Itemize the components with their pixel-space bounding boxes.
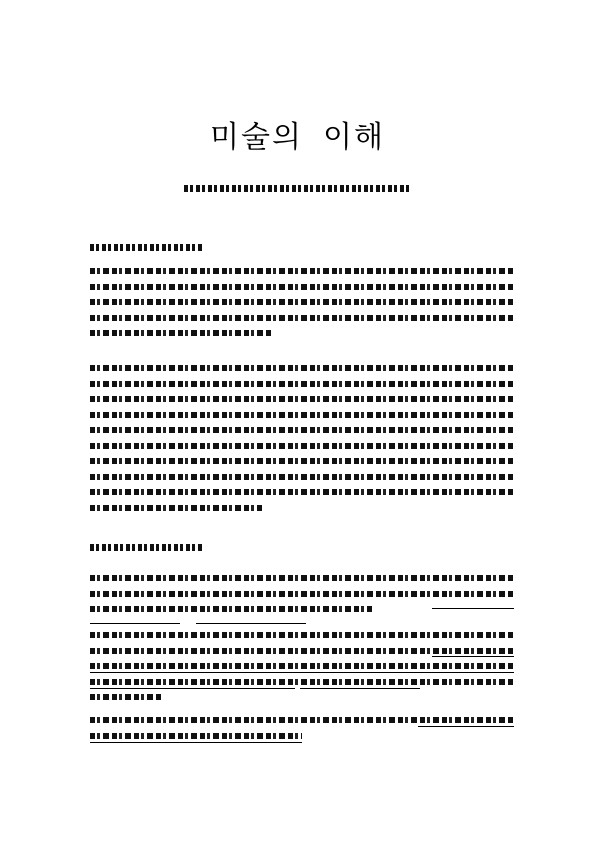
text-line <box>90 443 514 449</box>
text-line <box>90 284 514 290</box>
text-line <box>90 606 372 612</box>
text-line <box>90 632 514 638</box>
text-line <box>90 381 514 387</box>
text-line <box>90 365 514 371</box>
text-line <box>90 315 514 321</box>
text-line <box>90 694 162 700</box>
text-line <box>90 427 514 433</box>
text-line <box>90 591 514 597</box>
subtitle-text <box>184 185 412 192</box>
underline <box>432 608 514 609</box>
text-line <box>90 505 262 511</box>
text-line <box>90 663 514 669</box>
paragraph-5 <box>90 717 514 739</box>
text-line <box>90 330 272 336</box>
paragraph-3 <box>90 575 514 612</box>
paragraph-2 <box>90 365 514 511</box>
underline <box>90 672 514 673</box>
paragraph-4 <box>90 632 514 700</box>
text-line <box>90 733 302 739</box>
paragraph-1 <box>90 268 514 336</box>
text-line <box>90 412 514 418</box>
text-line <box>90 268 514 274</box>
underline <box>90 623 180 624</box>
underline <box>196 623 306 624</box>
text-line <box>90 648 514 654</box>
text-line <box>90 489 514 495</box>
underline <box>432 656 514 657</box>
text-line <box>90 575 514 581</box>
text-line <box>90 458 514 464</box>
text-line <box>90 299 514 305</box>
section-heading-2 <box>90 544 202 551</box>
underline <box>300 688 420 689</box>
underline <box>90 688 295 689</box>
text-line <box>90 474 514 480</box>
text-line <box>90 396 514 402</box>
underline <box>418 726 514 727</box>
document-title: 미술의 이해 <box>210 120 385 155</box>
underline <box>90 742 302 743</box>
text-line <box>90 679 514 685</box>
text-line <box>90 717 514 723</box>
section-heading-1 <box>90 244 202 251</box>
